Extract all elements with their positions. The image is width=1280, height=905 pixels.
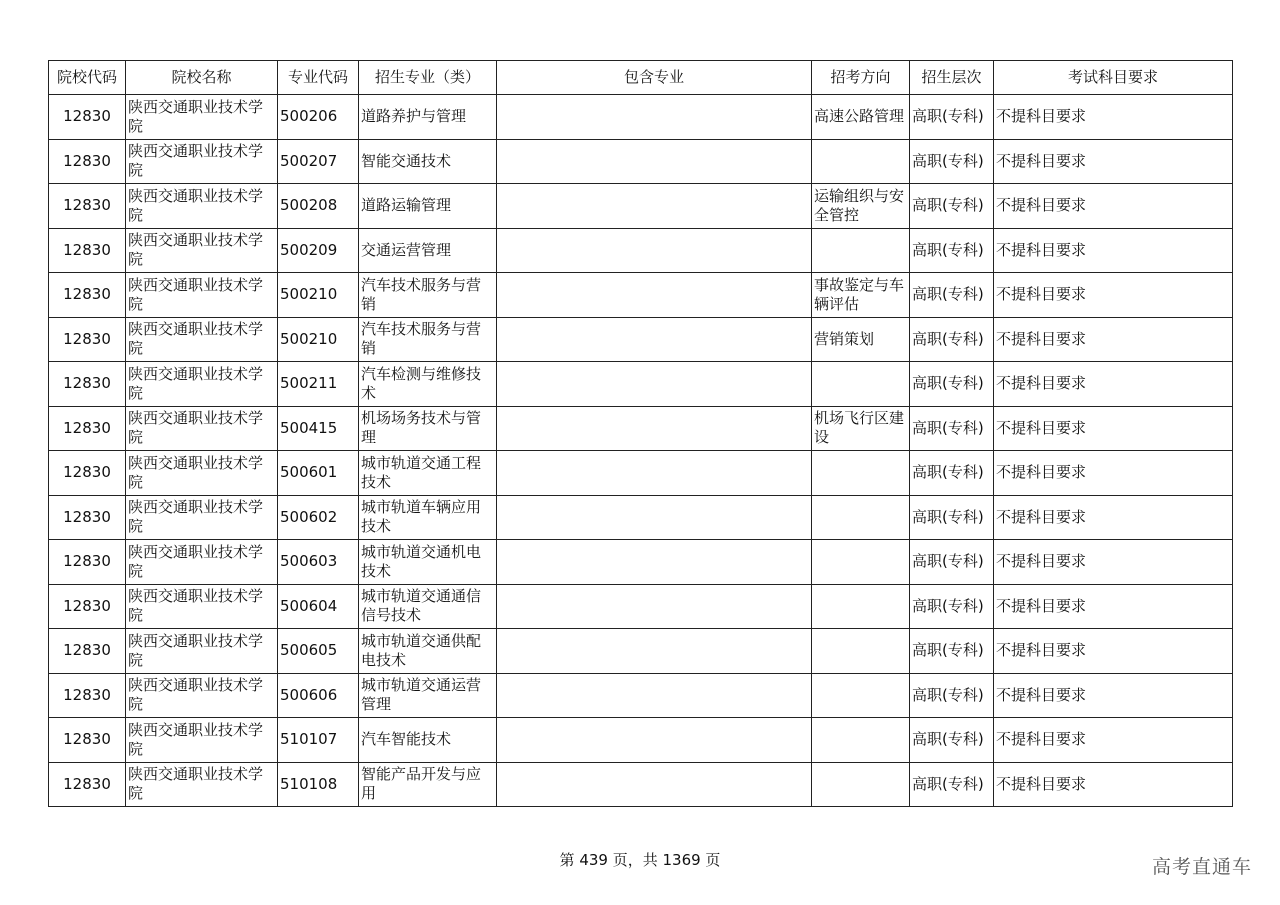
page-number: 第 439 页，共 1369 页 [559,851,721,869]
cell-school-code: 12830 [49,362,126,407]
cell-major: 城市轨道交通运营管理 [359,673,497,718]
cell-school-name: 陕西交通职业技术学院 [126,184,278,229]
cell-school-name: 陕西交通职业技术学院 [126,673,278,718]
cell-school-code: 12830 [49,184,126,229]
cell-school-code: 12830 [49,540,126,585]
cell-school-code: 12830 [49,317,126,362]
cell-direction [812,762,910,807]
cell-included-majors [497,406,812,451]
cell-exam-requirement: 不提科目要求 [994,228,1233,273]
cell-school-code: 12830 [49,495,126,540]
cell-school-name: 陕西交通职业技术学院 [126,95,278,140]
cell-exam-requirement: 不提科目要求 [994,95,1233,140]
cell-major: 汽车技术服务与营销 [359,317,497,362]
cell-included-majors [497,95,812,140]
cell-school-code: 12830 [49,673,126,718]
cell-major-code: 500602 [278,495,359,540]
cell-school-name: 陕西交通职业技术学院 [126,718,278,763]
cell-included-majors [497,273,812,318]
cell-major-code: 500210 [278,317,359,362]
cell-major: 城市轨道车辆应用技术 [359,495,497,540]
table-row [49,406,1233,451]
cell-direction: 高速公路管理 [812,95,910,140]
cell-level: 高职(专科) [910,629,994,674]
cell-major-code: 500208 [278,184,359,229]
cell-included-majors [497,139,812,184]
cell-included-majors [497,228,812,273]
cell-major: 城市轨道交通供配电技术 [359,629,497,674]
cell-school-code: 12830 [49,273,126,318]
cell-exam-requirement: 不提科目要求 [994,139,1233,184]
cell-major: 交通运营管理 [359,228,497,273]
cell-school-name: 陕西交通职业技术学院 [126,273,278,318]
header-major: 招生专业（类） [359,61,497,95]
cell-level: 高职(专科) [910,362,994,407]
header-major-code: 专业代码 [278,61,359,95]
cell-direction [812,629,910,674]
cell-school-code: 12830 [49,718,126,763]
cell-school-code: 12830 [49,228,126,273]
cell-major-code: 500604 [278,584,359,629]
cell-school-name: 陕西交通职业技术学院 [126,762,278,807]
cell-major-code: 500209 [278,228,359,273]
cell-major: 道路运输管理 [359,184,497,229]
cell-level: 高职(专科) [910,228,994,273]
cell-direction [812,673,910,718]
cell-school-code: 12830 [49,451,126,496]
cell-exam-requirement: 不提科目要求 [994,629,1233,674]
table-row [49,273,1233,318]
cell-level: 高职(专科) [910,762,994,807]
cell-direction: 营销策划 [812,317,910,362]
table-row [49,673,1233,718]
cell-level: 高职(专科) [910,95,994,140]
cell-major-code: 500207 [278,139,359,184]
cell-level: 高职(专科) [910,317,994,362]
header-exam-requirement: 考试科目要求 [994,61,1233,95]
cell-school-code: 12830 [49,629,126,674]
cell-included-majors [497,317,812,362]
cell-direction [812,584,910,629]
cell-school-code: 12830 [49,139,126,184]
cell-major: 汽车检测与维修技术 [359,362,497,407]
cell-major-code: 500211 [278,362,359,407]
cell-school-code: 12830 [49,95,126,140]
cell-exam-requirement: 不提科目要求 [994,673,1233,718]
cell-included-majors [497,495,812,540]
cell-school-code: 12830 [49,584,126,629]
cell-exam-requirement: 不提科目要求 [994,362,1233,407]
cell-major: 汽车技术服务与营销 [359,273,497,318]
cell-major-code: 500601 [278,451,359,496]
table-row [49,451,1233,496]
cell-school-name: 陕西交通职业技术学院 [126,317,278,362]
cell-exam-requirement: 不提科目要求 [994,451,1233,496]
header-school-code: 院校代码 [49,61,126,95]
cell-direction [812,228,910,273]
cell-school-name: 陕西交通职业技术学院 [126,629,278,674]
cell-major-code: 500603 [278,540,359,585]
cell-exam-requirement: 不提科目要求 [994,584,1233,629]
cell-included-majors [497,451,812,496]
cell-direction [812,451,910,496]
cell-school-name: 陕西交通职业技术学院 [126,451,278,496]
cell-major-code: 510108 [278,762,359,807]
cell-school-name: 陕西交通职业技术学院 [126,228,278,273]
cell-school-code: 12830 [49,406,126,451]
table-row [49,629,1233,674]
cell-direction [812,495,910,540]
cell-major-code: 500210 [278,273,359,318]
cell-exam-requirement: 不提科目要求 [994,540,1233,585]
cell-major: 智能交通技术 [359,139,497,184]
cell-school-name: 陕西交通职业技术学院 [126,362,278,407]
cell-school-name: 陕西交通职业技术学院 [126,139,278,184]
cell-major-code: 500206 [278,95,359,140]
table-row [49,362,1233,407]
cell-included-majors [497,584,812,629]
table-row [49,540,1233,585]
header-included-majors: 包含专业 [497,61,812,95]
cell-school-name: 陕西交通职业技术学院 [126,406,278,451]
cell-exam-requirement: 不提科目要求 [994,406,1233,451]
cell-direction [812,718,910,763]
table-row [49,495,1233,540]
cell-direction [812,362,910,407]
table-row [49,762,1233,807]
cell-major: 机场场务技术与管理 [359,406,497,451]
cell-direction [812,139,910,184]
cell-direction: 事故鉴定与车辆评估 [812,273,910,318]
header-level: 招生层次 [910,61,994,95]
table-row [49,228,1233,273]
table-row [49,718,1233,763]
cell-level: 高职(专科) [910,273,994,318]
table-header-row [49,61,1233,95]
table-body [49,95,1233,807]
cell-included-majors [497,673,812,718]
cell-exam-requirement: 不提科目要求 [994,495,1233,540]
table-row [49,139,1233,184]
cell-exam-requirement: 不提科目要求 [994,184,1233,229]
cell-level: 高职(专科) [910,495,994,540]
cell-exam-requirement: 不提科目要求 [994,762,1233,807]
cell-school-code: 12830 [49,762,126,807]
cell-major-code: 500415 [278,406,359,451]
cell-school-name: 陕西交通职业技术学院 [126,495,278,540]
cell-exam-requirement: 不提科目要求 [994,273,1233,318]
cell-level: 高职(专科) [910,540,994,585]
cell-included-majors [497,718,812,763]
watermark: 高考直通车 [1151,856,1252,878]
cell-included-majors [497,629,812,674]
cell-exam-requirement: 不提科目要求 [994,317,1233,362]
header-direction: 招考方向 [812,61,910,95]
cell-included-majors [497,184,812,229]
cell-level: 高职(专科) [910,451,994,496]
cell-level: 高职(专科) [910,139,994,184]
cell-level: 高职(专科) [910,406,994,451]
cell-included-majors [497,540,812,585]
cell-direction: 机场飞行区建设 [812,406,910,451]
cell-included-majors [497,362,812,407]
cell-major: 智能产品开发与应用 [359,762,497,807]
cell-school-name: 陕西交通职业技术学院 [126,540,278,585]
table-row [49,95,1233,140]
table-row [49,184,1233,229]
cell-school-name: 陕西交通职业技术学院 [126,584,278,629]
table-row [49,317,1233,362]
cell-direction [812,540,910,585]
cell-level: 高职(专科) [910,584,994,629]
cell-exam-requirement: 不提科目要求 [994,718,1233,763]
cell-major: 城市轨道交通工程技术 [359,451,497,496]
table-row [49,584,1233,629]
admissions-table [48,60,1233,807]
cell-level: 高职(专科) [910,673,994,718]
cell-major-code: 500605 [278,629,359,674]
cell-direction: 运输组织与安全管控 [812,184,910,229]
cell-level: 高职(专科) [910,184,994,229]
cell-major: 汽车智能技术 [359,718,497,763]
cell-major-code: 500606 [278,673,359,718]
cell-major: 城市轨道交通机电技术 [359,540,497,585]
cell-major: 城市轨道交通通信信号技术 [359,584,497,629]
cell-level: 高职(专科) [910,718,994,763]
cell-major: 道路养护与管理 [359,95,497,140]
cell-included-majors [497,762,812,807]
header-school-name: 院校名称 [126,61,278,95]
cell-major-code: 510107 [278,718,359,763]
